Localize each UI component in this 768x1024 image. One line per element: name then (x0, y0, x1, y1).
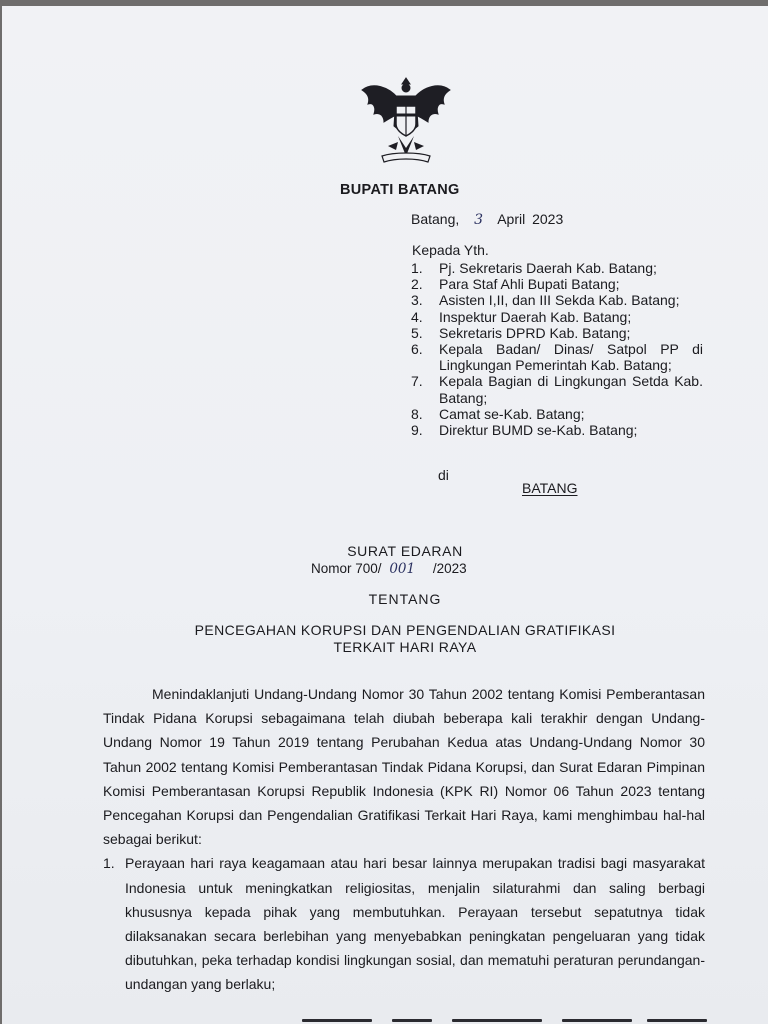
intro-paragraph: Menindaklanjuti Undang-Undang Nomor 30 Tahun 2002 tentang Komisi Pemberantasan Tindak Pidana Korupsi sebagaimana telah diubah beberapa kali terakhir dengan Undang-Undang Nomor 19 Tahun 2019 tentang Perubahan Kedua atas Undang-Undang Nomor 30 Tahun 2002 tentang Komisi Pemberantasan Tindak Pidana Korupsi, dan Surat Edaran Pimpinan Komisi Pemberantasan Korupsi Republik Indonesia (KPK RI) Nomor 06 Tahun 2023 tentang Pencegahan Korupsi dan Pengendalian Gratifikasi Terkait Hari Raya, kami menghimbau hal-hal sebagai berikut: (103, 686, 705, 848)
recipient-text: Kepala Bagian di Lingkungan Setda Kab. Batang; (439, 373, 703, 406)
recipient-item (411, 406, 703, 422)
recipient-number: 6. (411, 341, 423, 358)
letter-body (103, 682, 705, 997)
recipient-item (411, 276, 703, 292)
letter-number-handwritten: 001 (389, 561, 416, 577)
recipient-text: Direktur BUMD se-Kab. Batang; (439, 422, 638, 439)
recipient-item (411, 292, 703, 308)
recipient-number: 4. (411, 308, 423, 325)
cut-off-footer-text (302, 1016, 722, 1024)
recipient-number: 3. (411, 292, 423, 309)
recipient-text: Sekretaris DPRD Kab. Batang; (439, 324, 631, 341)
recipient-text: Kepala Badan/ Dinas/ Satpol PP di Lingkungan Pemerintah Kab. Batang; (439, 341, 703, 374)
recipient-number: 8. (411, 405, 423, 422)
recipient-item (411, 422, 703, 438)
subject-line-1: PENCEGAHAN KORUPSI DAN PENGENDALIAN GRATIFIKASI (194, 622, 616, 638)
recipient-number: 1. (411, 260, 423, 276)
issuer-title: BUPATI BATANG (340, 182, 460, 198)
subject-heading (2, 622, 768, 656)
recipient-text: Inspektur Daerah Kab. Batang; (439, 308, 632, 325)
recipient-item (411, 260, 703, 276)
point-number: 1. (103, 855, 115, 872)
recipient-text: Pj. Sekretaris Daerah Kab. Batang; (439, 260, 657, 276)
letter-type: SURAT EDARAN (347, 543, 463, 559)
garuda-emblem-icon (358, 76, 454, 168)
recipient-number: 5. (411, 324, 423, 341)
point-text: Perayaan hari raya keagamaan atau hari besar lainnya merupakan tradisi bagi masyarakat Indonesia untuk meningkatkan religiositas, menjalin silaturahmi dan saling berbagi khususnya kepada pihak yang membutuhkan. Perayaan tersebut sepatutnya tidak dilaksanakan secara berlebihan yang menyebabkan peningkatan pengeluaran yang tidak dibutuhkan, peka terhadap kondisi lingkungan sosial, dan mematuhi peraturan perundangan-undangan yang berlaku; (125, 855, 705, 993)
recipient-number: 2. (411, 276, 423, 293)
recipient-item (411, 373, 703, 405)
recipient-list (411, 260, 703, 438)
date-day-handwritten: 3 (474, 212, 484, 228)
recipient-item (411, 341, 703, 373)
letter-date (411, 211, 563, 228)
recipient-item (411, 309, 703, 325)
recipient-text: Asisten I,II, dan III Sekda Kab. Batang; (439, 292, 680, 309)
subject-line-2: TERKAIT HARI RAYA (333, 639, 477, 655)
about-heading: TENTANG (368, 591, 442, 607)
addressee-intro: Kepada Yth. (412, 242, 489, 258)
recipient-item (411, 325, 703, 341)
recipient-number: 9. (411, 422, 423, 439)
addressee-city: BATANG (522, 480, 578, 496)
document-page (2, 6, 768, 1024)
recipient-text: Para Staf Ahli Bupati Batang; (439, 276, 620, 293)
date-month-year: April 2023 (497, 211, 564, 227)
list-item (103, 851, 705, 996)
date-place: Batang, (411, 211, 460, 227)
addressee-di: di (438, 467, 449, 483)
recipient-number: 7. (411, 373, 423, 390)
letter-number-prefix: Nomor 700/ (311, 561, 382, 576)
letter-number (311, 561, 467, 577)
letter-number-suffix: /2023 (432, 561, 467, 576)
recipient-text: Camat se-Kab. Batang; (439, 405, 585, 422)
